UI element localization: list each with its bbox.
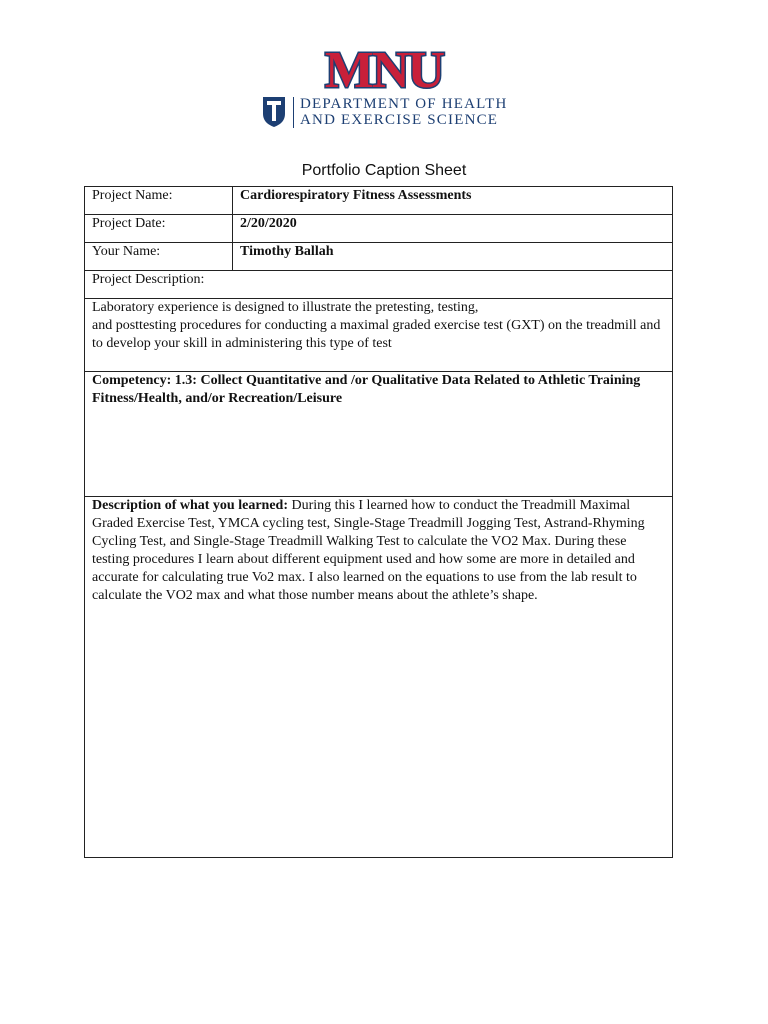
project-date-value: 2/20/2020 (233, 215, 673, 243)
department-line-2: AND EXERCISE SCIENCE (300, 112, 499, 128)
project-date-label: Project Date: (85, 215, 233, 243)
learned-text: During this I learned how to conduct the Treadmill Maximal Graded Exercise Test, YMCA cycling test, Single-Stage Treadmill Jogging Test, Astrand-Rhyming Cycling Test, and Single-Stage Treadmill Walking Test to calculate the VO2 Max. During these testing procedures I learn about different equipment used and how some are more in detailed and accurate for calculating true Vo2 max. I also learned on the equations to use from the lab result to calculate the VO2 max and what those number means about the athlete’s shape. (92, 498, 645, 603)
description-row (85, 299, 673, 372)
department-line-1: DEPARTMENT OF HEALTH (300, 96, 508, 112)
department-divider (293, 97, 294, 128)
project-name-value: Cardiorespiratory Fitness Assessments (233, 187, 673, 215)
project-description-row (85, 271, 673, 299)
your-name-row (85, 243, 673, 271)
project-name-label: Project Name: (85, 187, 233, 215)
your-name-label: Your Name: (85, 243, 233, 271)
caption-table (84, 186, 673, 858)
description-line-1: Laboratory experience is designed to illustrate the pretesting, testing, (92, 300, 479, 315)
department-name (300, 96, 508, 128)
your-name-value: Timothy Ballah (233, 243, 673, 271)
shield-icon (262, 96, 286, 128)
description-cell (85, 299, 673, 372)
description-line-2: and posttesting procedures for conducting a maximal graded exercise test (GXT) on the treadmill and to develop your skill in administering this type of test (92, 318, 661, 351)
mnu-logo-icon (316, 40, 452, 96)
learned-cell (85, 497, 673, 858)
competency-row (85, 372, 673, 497)
department-block (262, 96, 522, 136)
learned-row (85, 497, 673, 858)
header-logo (0, 0, 768, 140)
competency-text: Competency: 1.3: Collect Quantitative and /or Qualitative Data Related to Athletic Training Fitness/Health, and/or Recreation/Leisure (85, 372, 673, 497)
project-description-label: Project Description: (85, 271, 673, 299)
page-title: Portfolio Caption Sheet (301, 162, 467, 179)
learned-label: Description of what you learned: (92, 498, 288, 513)
mnu-logo-text: MNU (324, 42, 444, 96)
project-date-row (85, 215, 673, 243)
project-name-row (85, 187, 673, 215)
